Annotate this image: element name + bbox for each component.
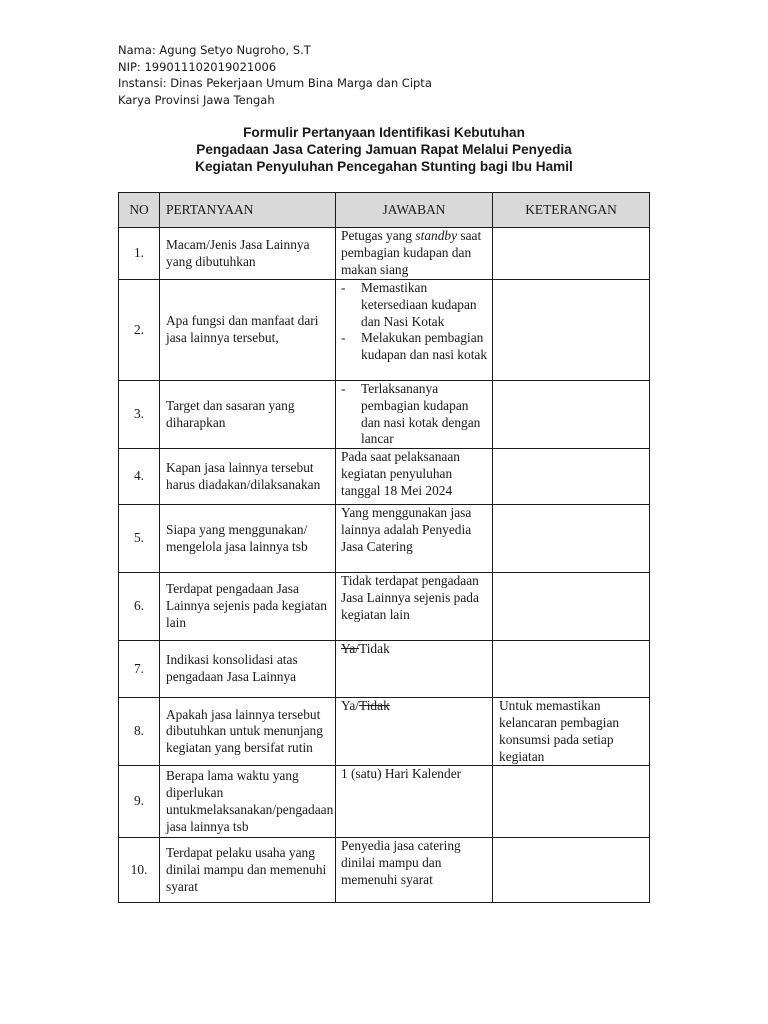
- row-remark: [493, 766, 650, 838]
- row-answer: Penyedia jasa catering dinilai mampu dan memenuhi syarat: [336, 838, 493, 903]
- answer-text: Petugas yang: [341, 228, 416, 243]
- title-line-3: Kegiatan Penyuluhan Pencegahan Stunting bagi Ibu Hamil: [195, 159, 573, 174]
- row-answer: 1 (satu) Hari Kalender: [336, 766, 493, 838]
- row-question: Apa fungsi dan manfaat dari jasa lainnya tersebut,: [160, 280, 336, 381]
- row-question: Berapa lama waktu yang diperlukan untukmelaksanakan/pengadaan jasa lainnya tsb: [160, 766, 336, 838]
- instansi-line-cont: Karya Provinsi Jawa Tengah: [118, 92, 275, 107]
- row-no: 8.: [119, 698, 160, 766]
- answer-list: [341, 381, 488, 448]
- answer-text: saat pembagian kudapan dan makan siang: [341, 228, 482, 277]
- title-line-1: Formulir Pertanyaan Identifikasi Kebutuhan: [243, 125, 525, 140]
- row-remark: [493, 573, 650, 641]
- answer-list: [341, 280, 488, 364]
- table-header-row: [119, 193, 650, 228]
- table-row: [119, 641, 650, 698]
- row-answer: [336, 381, 493, 449]
- row-no: 5.: [119, 505, 160, 573]
- answer-struck-option: Ya/: [341, 641, 359, 657]
- header-jawaban: JAWABAN: [336, 193, 493, 228]
- row-question: Siapa yang menggunakan/ mengelola jasa lainnya tsb: [160, 505, 336, 573]
- answer-list-item: - Melakukan pembagian kudapan dan nasi kotak: [341, 330, 488, 364]
- table-row: [119, 698, 650, 766]
- row-no: 3.: [119, 381, 160, 449]
- row-answer: [336, 698, 493, 766]
- identity-header: [118, 42, 432, 108]
- table-row: [119, 280, 650, 381]
- row-question: Kapan jasa lainnya tersebut harus diadakan/dilaksanakan: [160, 449, 336, 505]
- header-keterangan: KETERANGAN: [493, 193, 650, 228]
- row-question: Apakah jasa lainnya tersebut dibutuhkan untuk menunjang kegiatan yang bersifat rutin: [160, 698, 336, 766]
- table-row: [119, 766, 650, 838]
- table-row: [119, 449, 650, 505]
- answer-italic: standby: [415, 228, 458, 243]
- row-answer: Tidak terdapat pengadaan Jasa Lainnya sejenis pada kegiatan lain: [336, 573, 493, 641]
- questionnaire-table: [118, 192, 650, 903]
- row-question: Terdapat pengadaan Jasa Lainnya sejenis pada kegiatan lain: [160, 573, 336, 641]
- row-no: 9.: [119, 766, 160, 838]
- row-answer: [336, 228, 493, 280]
- nama-line: Nama: Agung Setyo Nugroho, S.T: [118, 43, 311, 57]
- row-remark: [493, 449, 650, 505]
- row-remark: [493, 505, 650, 573]
- title-line-2: Pengadaan Jasa Catering Jamuan Rapat Melalui Penyedia: [196, 142, 572, 157]
- row-no: 6.: [119, 573, 160, 641]
- table-row: [119, 381, 650, 449]
- row-remark: [493, 838, 650, 903]
- row-answer: [336, 641, 493, 698]
- document-title: [0, 124, 768, 175]
- row-answer: Pada saat pelaksanaan kegiatan penyuluhan tanggal 18 Mei 2024: [336, 449, 493, 505]
- row-no: 4.: [119, 449, 160, 505]
- nip-line: NIP: 199011102019021006: [118, 59, 277, 74]
- row-question: Target dan sasaran yang diharapkan: [160, 381, 336, 449]
- answer-struck-option: Tidak: [359, 698, 390, 714]
- row-no: 1.: [119, 228, 160, 280]
- table-row: [119, 505, 650, 573]
- row-remark: [493, 641, 650, 698]
- row-remark: [493, 228, 650, 280]
- answer-list-item: - Terlaksananya pembagian kudapan dan nasi kotak dengan lancar: [341, 381, 488, 448]
- row-no: 7.: [119, 641, 160, 698]
- row-remark: Untuk memastikan kelancaran pembagian konsumsi pada setiap kegiatan: [493, 698, 650, 766]
- table-row: [119, 573, 650, 641]
- row-no: 2.: [119, 280, 160, 381]
- row-question: Macam/Jenis Jasa Lainnya yang dibutuhkan: [160, 228, 336, 280]
- row-remark: [493, 381, 650, 449]
- table-row: [119, 228, 650, 280]
- row-answer: Yang menggunakan jasa lainnya adalah Penyedia Jasa Catering: [336, 505, 493, 573]
- answer-list-item: - Memastikan ketersediaan kudapan dan Nasi Kotak: [341, 280, 488, 330]
- row-question: Terdapat pelaku usaha yang dinilai mampu dan memenuhi syarat: [160, 838, 336, 903]
- row-answer: [336, 280, 493, 381]
- answer-selected-option: Tidak: [359, 641, 390, 657]
- header-pertanyaan: PERTANYAAN: [160, 193, 336, 228]
- answer-selected-option: Ya/: [341, 698, 359, 714]
- instansi-line: Instansi: Dinas Pekerjaan Umum Bina Marga dan Cipta: [118, 76, 432, 91]
- table-row: [119, 838, 650, 903]
- row-question: Indikasi konsolidasi atas pengadaan Jasa Lainnya: [160, 641, 336, 698]
- header-no: NO: [119, 193, 160, 228]
- row-remark: [493, 280, 650, 381]
- row-no: 10.: [119, 838, 160, 903]
